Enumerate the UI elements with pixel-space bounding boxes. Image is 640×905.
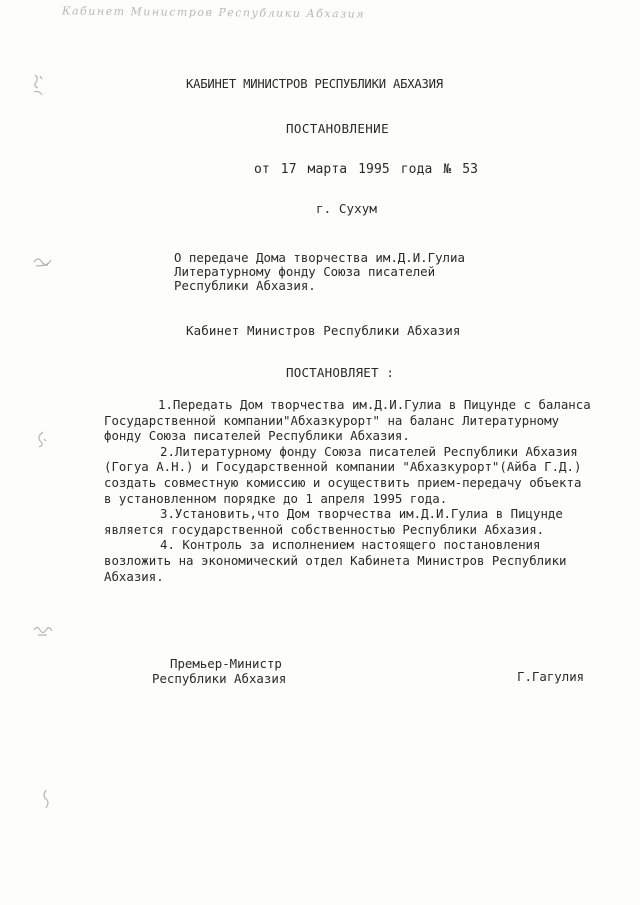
body-line: является государственной собственностью Республики Абхазия. [104,521,545,537]
issuer-line: Кабинет Министров Республики Абхазия [186,323,461,338]
document-city: г. Сухум [316,201,378,216]
decree-word: ПОСТАНОВЛЯЕТ : [286,365,395,380]
body-line: в установленном порядке до 1 апреля 1995 года. [104,490,448,506]
signature-name: Г.Гагулия [517,669,585,684]
body-line: Абхазия. [104,568,164,584]
subject-line: Литературному фонду Союза писателей [174,264,436,279]
subject-line: О передаче Дома творчества им.Д.И.Гулиа [174,250,465,265]
body-line: 2.Литературному фонду Союза писателей Республики Абхазия [160,443,578,459]
handwritten-note: Кабинет Министров Республики Абхазия [61,4,366,21]
margin-mark-icon [34,430,48,448]
body-line: 4. Контроль за исполнением настоящего постановления [160,537,541,553]
body-line: 1.Передать Дом творчества им.Д.И.Гулиа в Пицунде с баланса [158,397,591,412]
margin-mark-icon [40,788,52,810]
signature-title-2: Республики Абхазия [152,671,287,686]
subject-line: Республики Абхазия. [174,278,316,293]
body-line: создать совместную комиссию и осуществить прием-передачу объекта [104,474,582,490]
decree-body [104,397,591,584]
margin-mark-icon [32,622,54,638]
signature-title-1: Премьер-Министр [170,656,282,671]
body-line: 3.Установить,что Дом творчества им.Д.И.Гулиа в Пицунде [160,506,563,522]
margin-mark-icon [32,252,54,270]
margin-mark-icon [30,72,48,98]
body-line: Государственной компании"Абхазкурорт" на баланс Литературному [104,412,560,428]
body-line: фонду Союза писателей Республики Абхазия. [104,428,410,444]
body-line: возложить на экономический отдел Кабинета Министров Республики [104,552,567,568]
document-type: ПОСТАНОВЛЕНИЕ [286,121,390,136]
subject-block [174,251,465,293]
body-line: (Гогуа А.Н.) и Государственной компании "Абхазкурорт"(Айба Г.Д.) [104,459,582,475]
document-title: КАБИНЕТ МИНИСТРОВ РЕСПУБЛИКИ АБХАЗИЯ [186,77,443,91]
document-date: от 17 марта 1995 года № 53 [254,162,479,177]
